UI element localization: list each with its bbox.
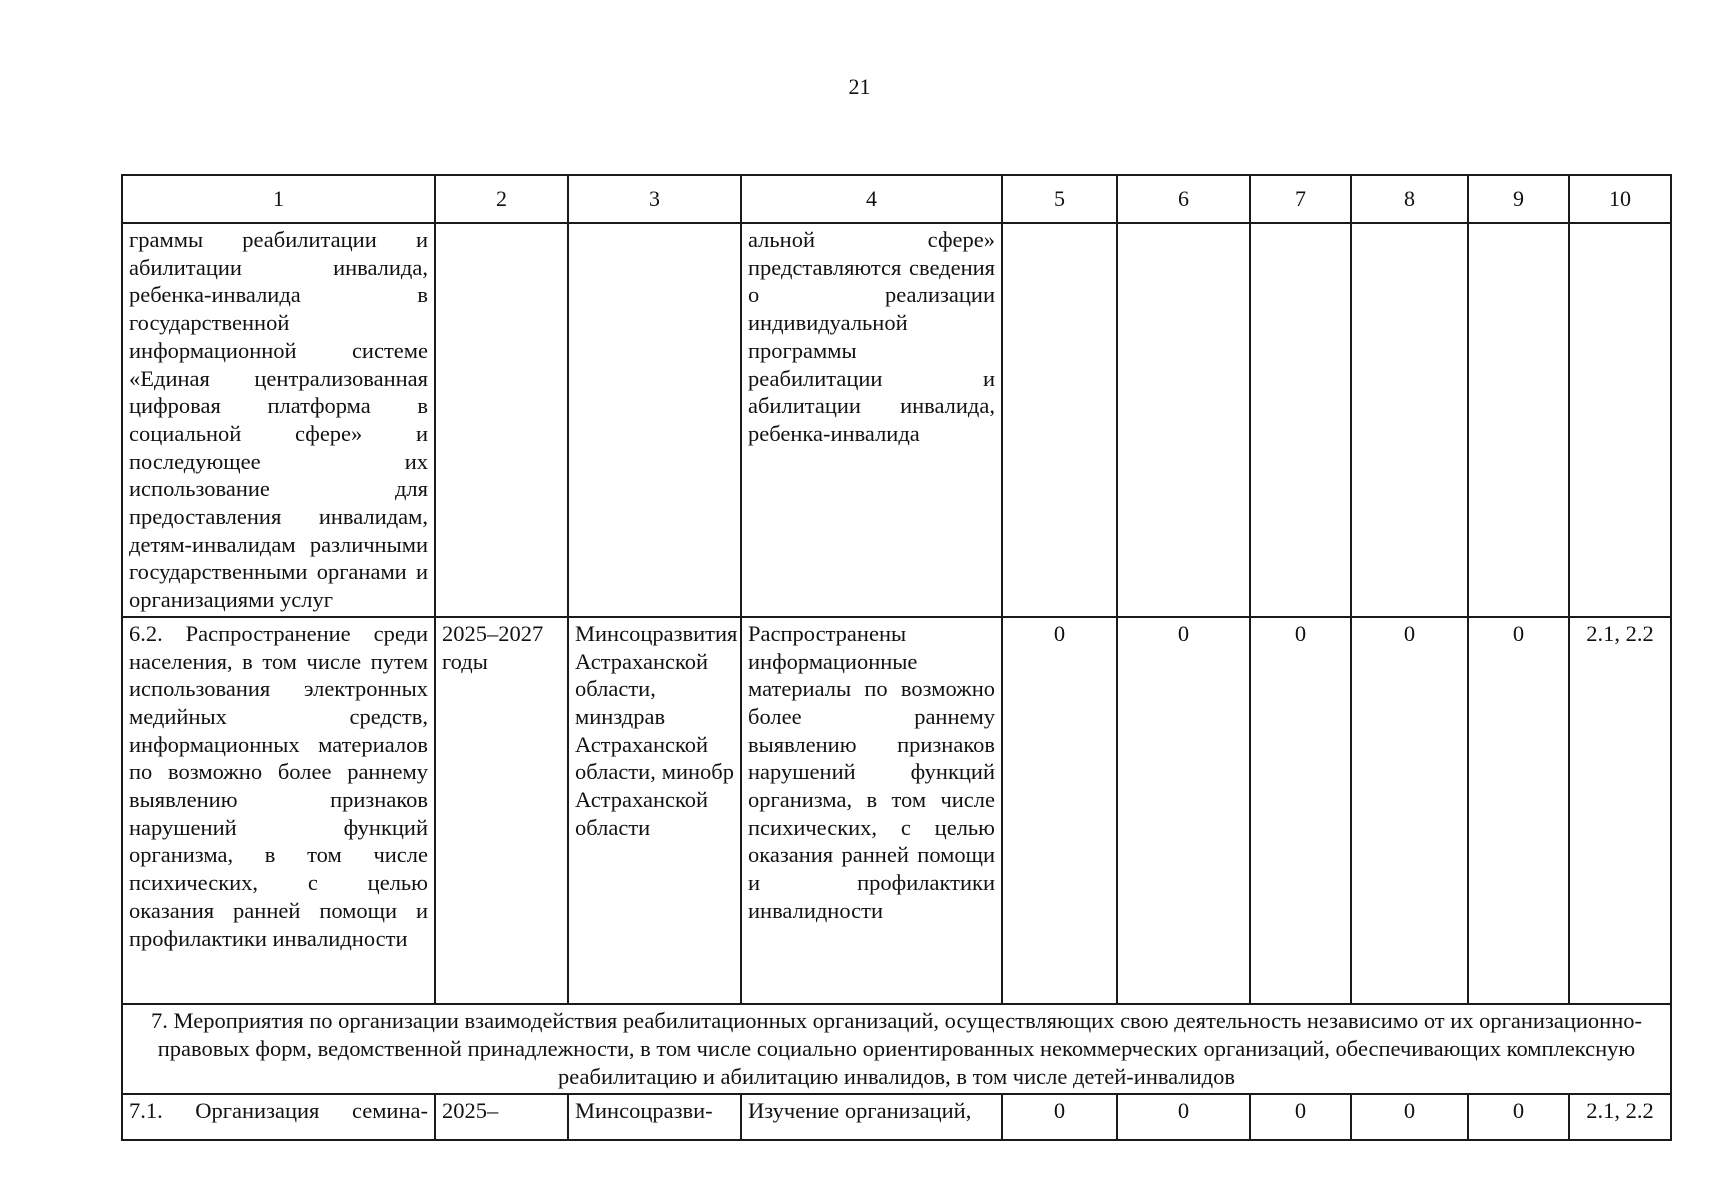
table-cell: 2.1, 2.2 xyxy=(1569,617,1671,1004)
table-cell: 0 xyxy=(1117,617,1250,1004)
column-header: 7 xyxy=(1250,175,1351,223)
table-cell: 0 xyxy=(1002,617,1117,1004)
table-row-6-2 xyxy=(122,617,1671,1004)
table-cell: Минсоцразви- xyxy=(568,1094,741,1140)
table-cell: 0 xyxy=(1351,617,1468,1004)
column-header: 3 xyxy=(568,175,741,223)
table-row-continuation xyxy=(122,223,1671,617)
header-row xyxy=(122,175,1671,223)
table-cell: 0 xyxy=(1351,1094,1468,1140)
table-cell: 2025– xyxy=(435,1094,568,1140)
table-cell: Изучение организаций, xyxy=(741,1094,1002,1140)
section-7-heading: 7. Мероприятия по организации взаимодействия реабилитационных организаций, осуществляющих свою деятельность независимо от их организационно-правовых форм, ведомственной принадлежности, в том числе социально ориентированных некоммерческих организаций, обеспечивающих комплексную реабилитацию и абилитацию инвалидов, в том числе детей-инвалидов xyxy=(122,1004,1671,1094)
table-cell: 6.2. Распространение среди населения, в том числе путем использования электронных медийных средств, информационных материалов по возможно более раннему выявлению признаков нарушений функций организма, в том числе психических, с целью оказания ранней помощи и профилактики инвалидности xyxy=(122,617,435,1004)
column-header: 5 xyxy=(1002,175,1117,223)
column-header: 8 xyxy=(1351,175,1468,223)
column-header: 10 xyxy=(1569,175,1671,223)
table-cell: 2025–2027 годы xyxy=(435,617,568,1004)
column-header: 1 xyxy=(122,175,435,223)
table-cell xyxy=(435,223,568,617)
section-header-row xyxy=(122,1004,1671,1094)
table-cell xyxy=(1569,223,1671,617)
table-cell: Распространены информационные материалы по возможно более раннему выявлению признаков нарушений функций организма, в том числе психических, с целью оказания ранней помощи и профилактики инвалидности xyxy=(741,617,1002,1004)
table-cell: 0 xyxy=(1468,617,1569,1004)
table-row-7-1 xyxy=(122,1094,1671,1140)
table-cell: 2.1, 2.2 xyxy=(1569,1094,1671,1140)
table-cell: 0 xyxy=(1002,1094,1117,1140)
table-cell xyxy=(1002,223,1117,617)
table-cell xyxy=(1117,223,1250,617)
column-header: 6 xyxy=(1117,175,1250,223)
table-cell xyxy=(1468,223,1569,617)
column-header: 4 xyxy=(741,175,1002,223)
table-cell: граммы реабилитации и абилитации инвалида, ребенка-инвалида в государственной информационной системе «Единая централизованная цифровая платформа в социальной сфере» и последующее их использование для предоставления инвалидам, детям-инвалидам различными государственными органами и организациями услуг xyxy=(122,223,435,617)
table-cell xyxy=(1351,223,1468,617)
table-cell: 7.1. Организация семина- xyxy=(122,1094,435,1140)
table-cell: 0 xyxy=(1468,1094,1569,1140)
table-cell xyxy=(1250,223,1351,617)
table-cell: Минсоцразвития Астраханской области, минздрав Астраханской области, минобр Астраханской области xyxy=(568,617,741,1004)
table-cell xyxy=(568,223,741,617)
page-number: 21 xyxy=(848,74,871,99)
table-cell: альной сфере» представляются сведения о реализации индивидуальной программы реабилитации и абилитации инвалида, ребенка-инвалида xyxy=(741,223,1002,617)
activities-table xyxy=(121,174,1672,1141)
column-header: 9 xyxy=(1468,175,1569,223)
column-header: 2 xyxy=(435,175,568,223)
table-cell: 0 xyxy=(1250,1094,1351,1140)
table-cell: 0 xyxy=(1117,1094,1250,1140)
table-cell: 0 xyxy=(1250,617,1351,1004)
